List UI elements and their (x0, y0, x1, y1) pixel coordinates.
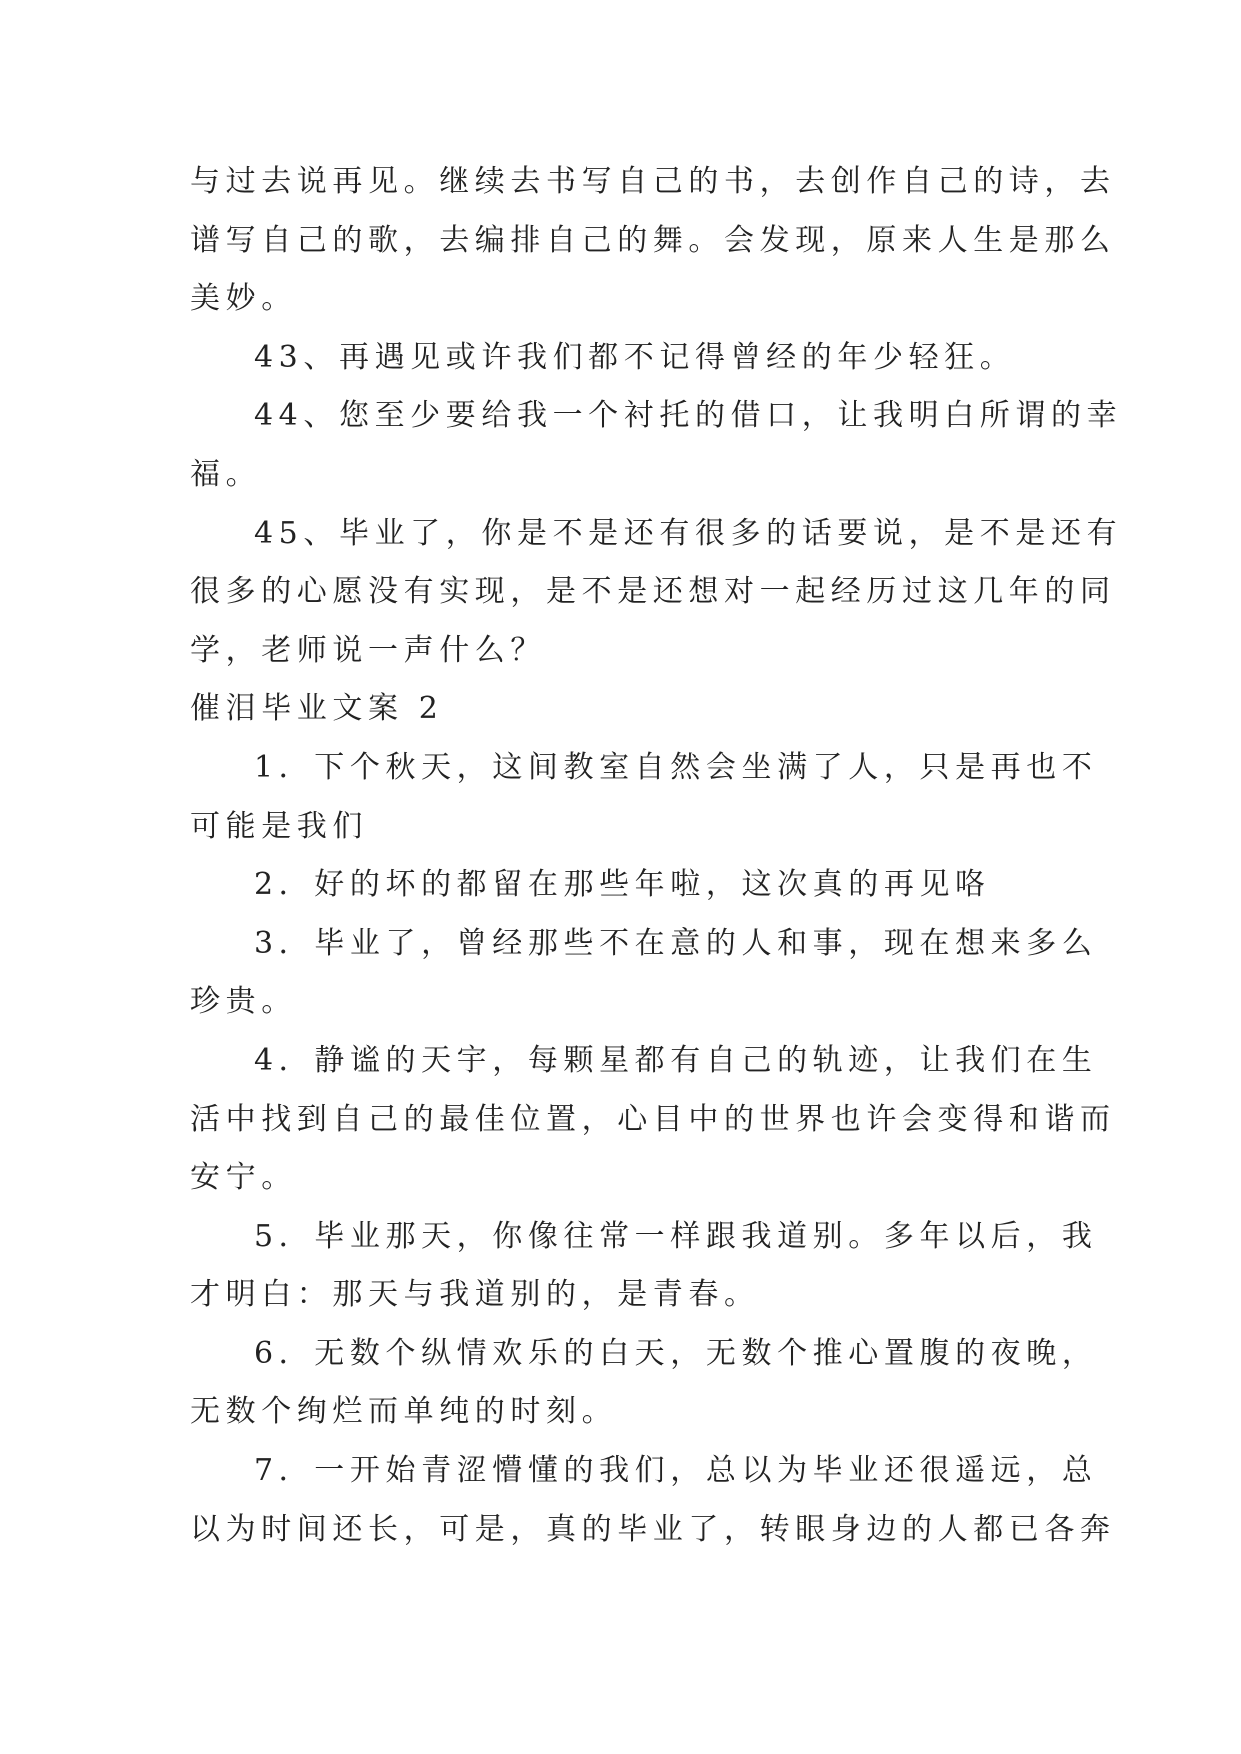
section-heading: 催泪毕业文案 2 (190, 691, 444, 727)
text-line: 珍贵。 (190, 984, 297, 1020)
text-line: 安宁。 (190, 1160, 297, 1196)
text-line: 7．一开始青涩懵懂的我们，总以为毕业还很遥远，总 (254, 1453, 1098, 1489)
text-line: 44、您至少要给我一个衬托的借口，让我明白所谓的幸 (254, 398, 1123, 434)
text-line: 2．好的坏的都留在那些年啦，这次真的再见咯 (254, 867, 991, 903)
document-body (190, 153, 1123, 1559)
text-line: 福。 (190, 456, 262, 492)
text-line: 43、再遇见或许我们都不记得曾经的年少轻狂。 (254, 339, 1016, 375)
text-line: 无数个绚烂而单纯的时刻。 (190, 1394, 618, 1430)
text-line: 45、毕业了，你是不是还有很多的话要说，是不是还有 (254, 515, 1123, 551)
text-line: 活中找到自己的最佳位置，心目中的世界也许会变得和谐而 (190, 1101, 1116, 1137)
text-line: 1．下个秋天，这间教室自然会坐满了人，只是再也不 (254, 749, 1098, 785)
text-line: 可能是我们 (190, 808, 368, 844)
text-line: 6．无数个纵情欢乐的白天，无数个推心置腹的夜晚， (254, 1335, 1098, 1371)
text-line: 与过去说再见。继续去书写自己的书，去创作自己的诗，去 (190, 164, 1116, 199)
text-line: 才明白：那天与我道别的，是青春。 (190, 1277, 760, 1313)
text-line: 学，老师说一声什么？ (190, 632, 546, 668)
text-line: 谱写自己的歌，去编排自己的舞。会发现，原来人生是那么 (190, 222, 1116, 258)
text-line: 很多的心愿没有实现，是不是还想对一起经历过这几年的同 (190, 574, 1116, 610)
text-line: 5．毕业那天，你像往常一样跟我道别。多年以后，我 (254, 1218, 1098, 1254)
text-line: 以为时间还长，可是，真的毕业了，转眼身边的人都已各奔 (190, 1511, 1116, 1547)
text-line: 美妙。 (190, 281, 297, 317)
text-line: 4．静谧的天宇，每颗星都有自己的轨迹，让我们在生 (254, 1042, 1098, 1078)
text-line: 3．毕业了，曾经那些不在意的人和事，现在想来多么 (254, 925, 1098, 961)
